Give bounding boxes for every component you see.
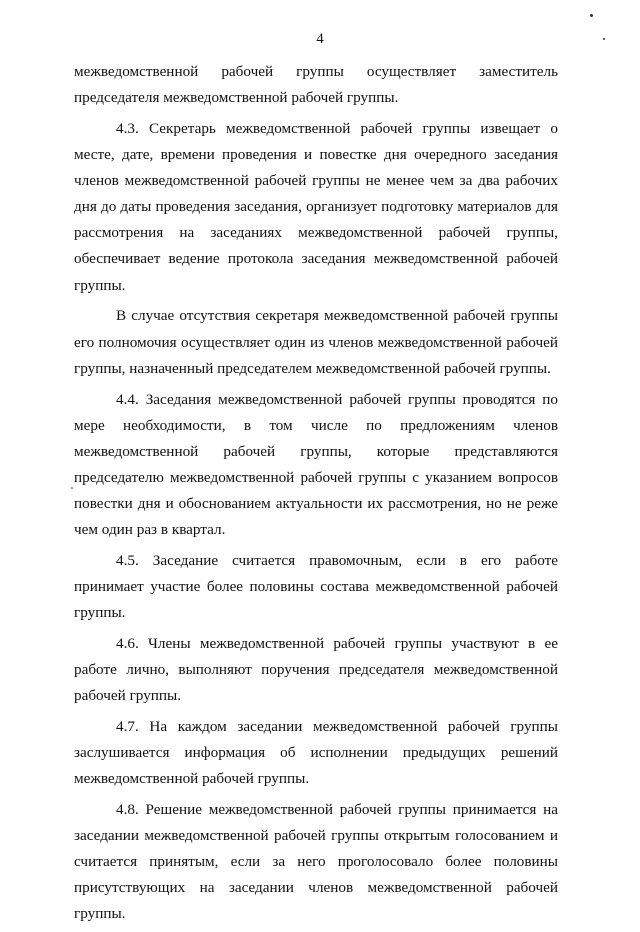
paragraph-4-8: 4.8. Решение межведомственной рабочей группы принимается на заседании межведомственной рабочей группы открытым голосованием и считается принятым, если за него проголосовало более половины присутствующих на заседании членов межведомственной рабочей группы. (74, 801, 558, 923)
paragraph-4-7: 4.7. На каждом заседании межведомственной рабочей группы заслушивается информация об исполнении предыдущих решений межведомственной рабочей группы. (74, 718, 558, 788)
scan-speck (71, 487, 73, 489)
paragraph-continuation: межведомственной рабочей группы осуществляет заместитель председателя межведомственной рабочей группы. (74, 63, 558, 107)
paragraph-4-4: 4.4. Заседания межведомственной рабочей группы проводятся по мере необходимости, в том числе по предложениям членов межведомственной рабочей группы, которые представляются председателю межведомственной рабочей группы с указанием вопросов повестки дня и обоснованием актуальности их рассмотрения, но не реже чем один раз в квартал. (74, 390, 558, 538)
paragraph-4-6: 4.6. Члены межведомственной рабочей группы участвуют в ее работе лично, выполняют поручения председателя межведомственной рабочей группы. (74, 634, 558, 705)
paragraph-4-5: 4.5. Заседание считается правомочным, если в его работе принимает участие более половины состава межведомственной рабочей группы. (74, 551, 558, 622)
paragraph-secretary-absence: В случае отсутствия секретаря межведомственной рабочей группы его полномочия осуществляет один из членов межведомственной рабочей группы, назначенный председателем межведомственной рабочей группы. (74, 307, 558, 377)
page-number: 4 (316, 31, 324, 47)
document-body (74, 59, 558, 932)
paragraph-4-3: 4.3. Секретарь межведомственной рабочей группы извещает о месте, дате, времени проведения и повестке дня очередного заседания членов межведомственной рабочей группы не менее чем за два рабочих дня до даты проведения заседания, организует подготовку материалов для рассмотрения на заседаниях межведомственной рабочей группы, обеспечивает ведение протокола заседания межведомственной рабочей группы. (74, 119, 558, 294)
scan-speck (590, 14, 593, 17)
